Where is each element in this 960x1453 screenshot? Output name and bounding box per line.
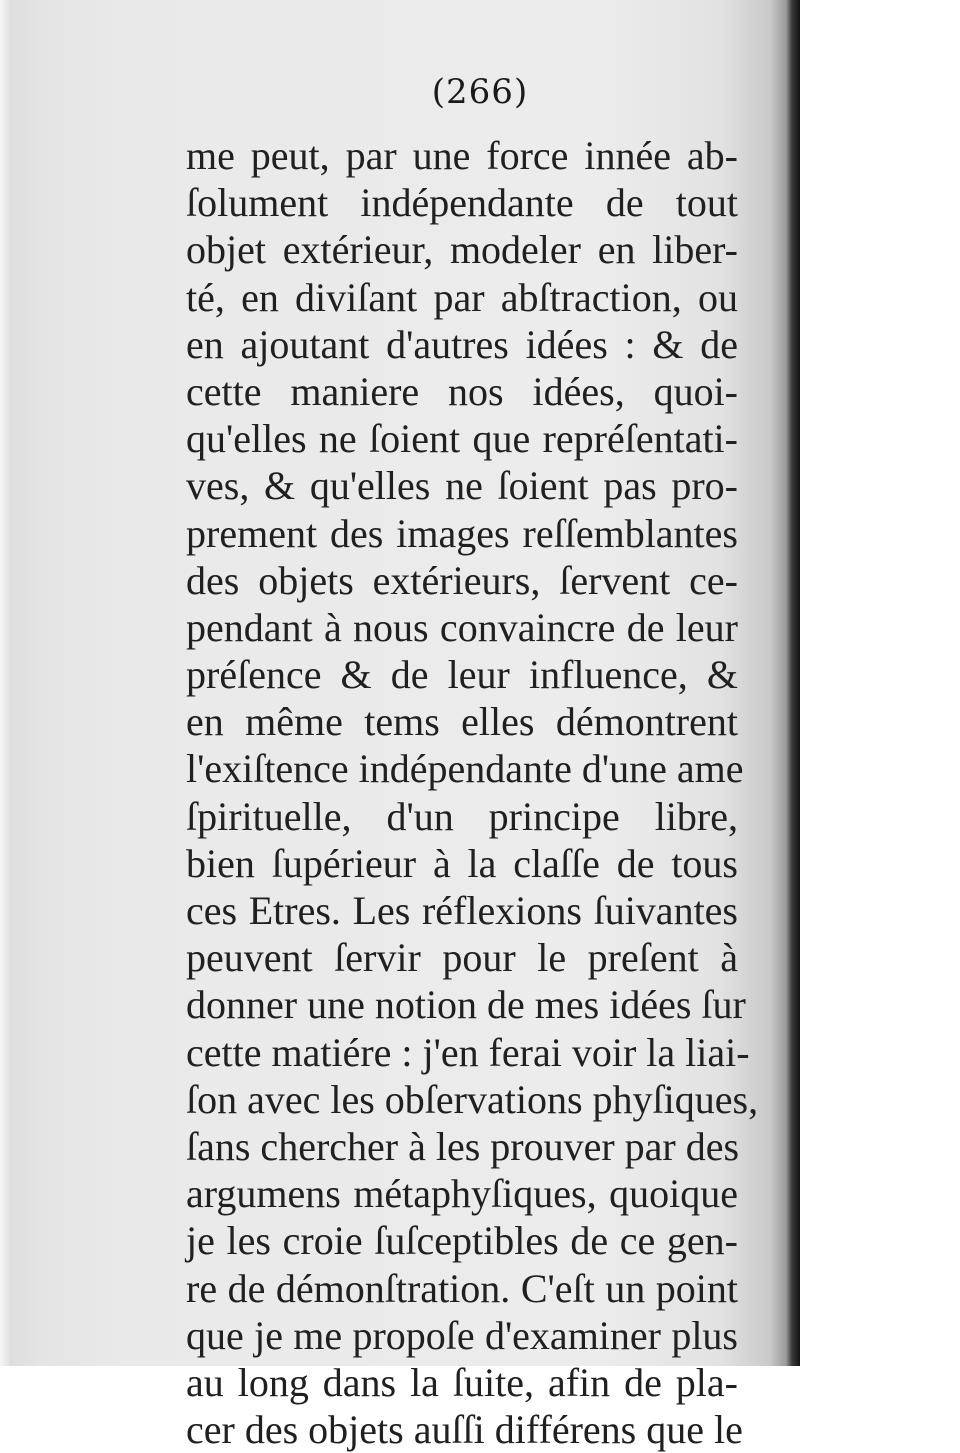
text-line: pendant à nous convaincre de leur — [186, 604, 738, 650]
text-line: ſpirituelle, d'un principe libre, — [186, 793, 738, 839]
text-line: ces Etres. Les réflexions ſuivantes — [186, 888, 738, 933]
text-line: en même tems elles démontrent — [186, 699, 738, 745]
text-line: préſence & de leur influence, & — [186, 652, 738, 698]
text-line: me peut, par une force innée ab- — [186, 133, 738, 178]
text-line: en ajoutant d'autres idées : & de — [186, 321, 738, 367]
text-line: ſans chercher à les prouver par des — [186, 1123, 740, 1169]
page-number: (266) — [431, 72, 529, 112]
text-line: re de démonſtration. C'eſt un point — [186, 1265, 738, 1311]
text-line: qu'elles ne ſoient que repréſentati- — [186, 416, 738, 462]
page-gutter-edge — [0, 0, 10, 1366]
body-text — [186, 132, 759, 1453]
text-line: cette maniere nos idées, quoi- — [186, 368, 738, 414]
text-line: au long dans la ſuite, afin de pla- — [186, 1359, 738, 1405]
text-line: des objets extérieurs, ſervent ce- — [186, 557, 738, 603]
text-line: ves, & qu'elles ne ſoient pas pro- — [186, 463, 738, 509]
text-line: prement des images reſſemblantes — [186, 510, 738, 556]
text-line: l'exiſtence indépendante d'une ame — [186, 746, 744, 792]
text-line: cer des objets auſſi différens que le — [186, 1407, 743, 1453]
text-line: cette matiére : j'en ferai voir la liai- — [186, 1029, 750, 1075]
text-line: argumens métaphyſiques, quoique — [186, 1171, 738, 1217]
text-line: peuvent ſervir pour le preſent à — [186, 935, 738, 981]
text-line: ſon avec les obſervations phyſiques, — [186, 1076, 759, 1122]
text-line: té, en diviſant par abſtraction, ou — [186, 274, 738, 320]
text-line: bien ſupérieur à la claſſe de tous — [186, 840, 738, 886]
text-line: je les croie ſuſceptibles de ce gen- — [186, 1218, 738, 1264]
text-line: ſolument indépendante de tout — [186, 180, 738, 226]
text-line: que je me propoſe d'examiner plus — [186, 1312, 738, 1358]
text-line: donner une notion de mes idées ſur — [186, 982, 746, 1028]
text-line: objet extérieur, modeler en liber- — [186, 227, 738, 273]
